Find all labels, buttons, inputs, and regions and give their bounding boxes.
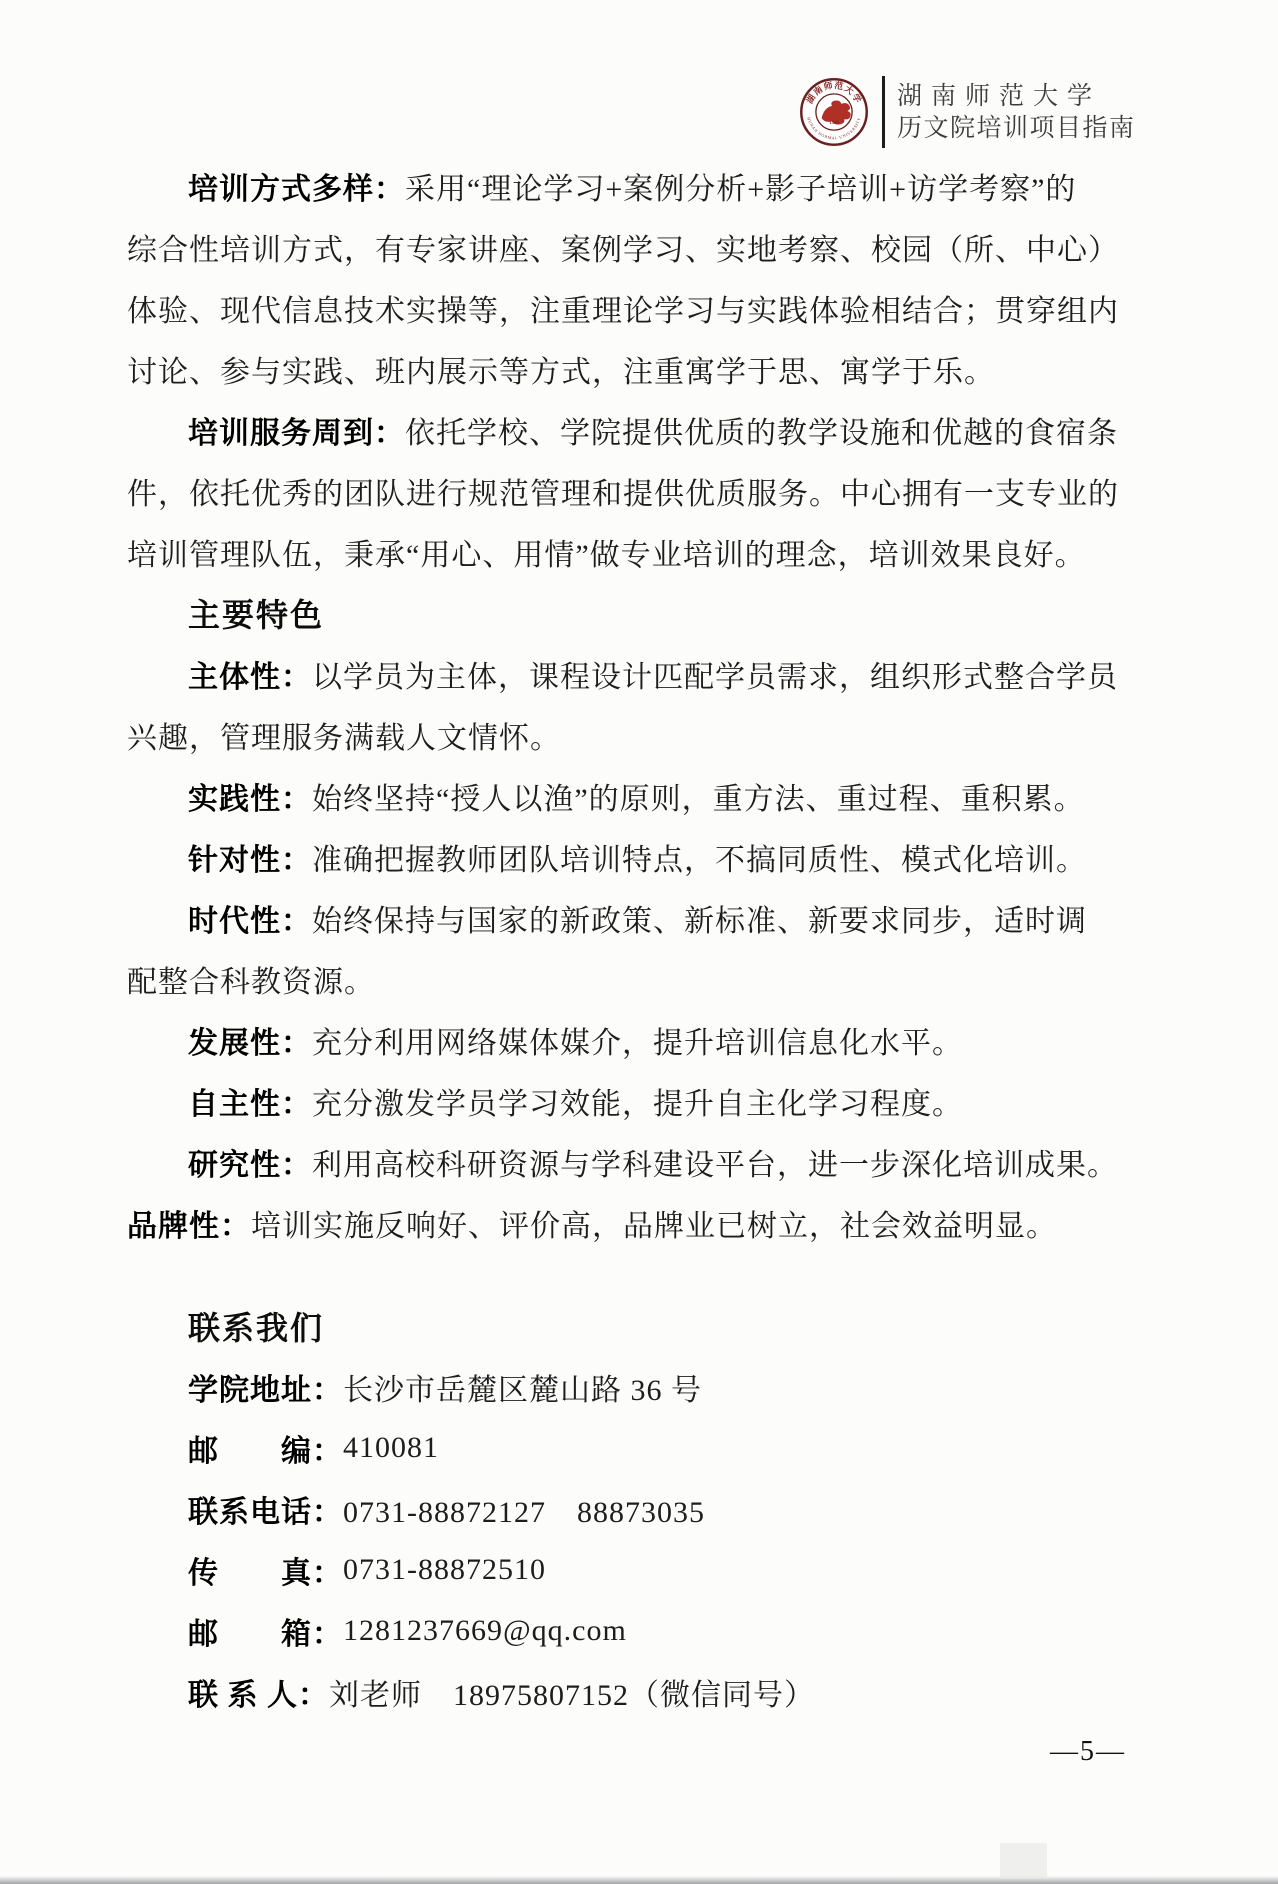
contact-label: 传 真： bbox=[188, 1556, 343, 1590]
paragraph-text: 体验、现代信息技术实操等，注重理论学习与实践体验相结合；贯穿组内 bbox=[127, 294, 1119, 328]
feature-item bbox=[127, 887, 1127, 948]
paragraph-label: 培训服务周到： bbox=[188, 416, 405, 450]
feature-text: 利用高校科研资源与学科建设平台，进一步深化培训成果。 bbox=[312, 1148, 1118, 1182]
seal-year-text: 1938 bbox=[829, 120, 839, 126]
paragraph-label: 培训方式多样： bbox=[188, 172, 405, 206]
feature-item bbox=[127, 826, 1127, 887]
feature-item bbox=[127, 1192, 1127, 1253]
contact-label: 学院地址： bbox=[188, 1373, 343, 1407]
paragraph-text: 依托学校、学院提供优质的教学设施和优越的食宿条 bbox=[405, 416, 1118, 450]
contact-label: 联 系 人： bbox=[188, 1678, 329, 1712]
feature-text: 配整合科教资源。 bbox=[127, 965, 375, 999]
feature-item-continued bbox=[127, 948, 1127, 1009]
paragraph-text: 采用“理论学习+案例分析+影子培训+访学考察”的 bbox=[405, 172, 1077, 206]
scan-bottom-edge bbox=[0, 1876, 1278, 1884]
contacts-heading: 联系我们 bbox=[188, 1309, 325, 1346]
feature-label: 时代性： bbox=[188, 904, 312, 938]
contact-row-postcode bbox=[127, 1417, 1127, 1478]
document-body bbox=[127, 155, 1127, 1722]
contact-value: 长沙市岳麓区麓山路 36 号 bbox=[343, 1373, 702, 1407]
scan-smudge bbox=[1000, 1843, 1047, 1877]
feature-label: 主体性： bbox=[188, 660, 312, 694]
feature-label: 自主性： bbox=[188, 1087, 312, 1121]
feature-item bbox=[127, 1131, 1127, 1192]
feature-item-continued bbox=[127, 704, 1127, 765]
feature-text: 始终保持与国家的新政策、新标准、新要求同步，适时调 bbox=[312, 904, 1087, 938]
feature-text: 充分利用网络媒体媒介，提升培训信息化水平。 bbox=[312, 1026, 963, 1060]
contact-label: 邮 编： bbox=[188, 1434, 343, 1468]
feature-item bbox=[127, 1009, 1127, 1070]
contact-value: 410081 bbox=[343, 1430, 439, 1464]
header-subtitle: 历文院培训项目指南 bbox=[897, 114, 1136, 142]
seal-bottom-text: HUNAN NORMAL UNIVERSITY bbox=[806, 116, 862, 141]
paragraph-line bbox=[127, 399, 1127, 460]
paragraph-line bbox=[127, 521, 1127, 582]
paragraph-text: 讨论、参与实践、班内展示等方式，注重寓学于思、寓学于乐。 bbox=[127, 355, 995, 389]
contact-value: 1281237669@qq.com bbox=[343, 1613, 627, 1647]
university-name: 湖南师范大学 bbox=[897, 81, 1102, 110]
feature-text: 培训实施反响好、评价高，品牌业已树立，社会效益明显。 bbox=[251, 1209, 1057, 1243]
feature-label: 研究性： bbox=[188, 1148, 312, 1182]
header-divider bbox=[882, 76, 885, 148]
features-heading: 主要特色 bbox=[188, 596, 325, 633]
paragraph-text: 综合性培训方式，有专家讲座、案例学习、实地考察、校园（所、中心） bbox=[127, 233, 1119, 267]
document-header bbox=[799, 76, 1136, 148]
contact-label: 联系电话： bbox=[188, 1495, 343, 1529]
contact-value: 0731-88872127 88873035 bbox=[343, 1495, 705, 1529]
contact-row-phone bbox=[127, 1478, 1127, 1539]
feature-text: 以学员为主体，课程设计匹配学员需求，组织形式整合学员 bbox=[312, 660, 1118, 694]
feature-text: 始终坚持“授人以渔”的原则，重方法、重过程、重积累。 bbox=[312, 782, 1085, 816]
contact-value: 0731-88872510 bbox=[343, 1552, 546, 1586]
feature-text: 准确把握教师团队培训特点，不搞同质性、模式化培训。 bbox=[312, 843, 1087, 877]
feature-label: 发展性： bbox=[188, 1026, 312, 1060]
paragraph-line bbox=[127, 460, 1127, 521]
feature-item bbox=[127, 643, 1127, 704]
feature-label: 实践性： bbox=[188, 782, 312, 816]
paragraph-line bbox=[127, 155, 1127, 216]
feature-text: 充分激发学员学习效能，提升自主化学习程度。 bbox=[312, 1087, 963, 1121]
contact-row-person bbox=[127, 1661, 1127, 1722]
university-seal-icon bbox=[799, 77, 869, 147]
page-number: —5— bbox=[1050, 1736, 1126, 1767]
paragraph-text: 培训管理队伍，秉承“用心、用情”做专业培训的理念，培训效果良好。 bbox=[127, 538, 1086, 572]
seal-top-text: 湖南师范大学 bbox=[804, 79, 864, 106]
contact-label: 邮 箱： bbox=[188, 1617, 343, 1651]
feature-item bbox=[127, 1070, 1127, 1131]
feature-label: 针对性： bbox=[188, 843, 312, 877]
paragraph-line bbox=[127, 277, 1127, 338]
feature-text: 兴趣，管理服务满载人文情怀。 bbox=[127, 721, 561, 755]
paragraph-line bbox=[127, 216, 1127, 277]
paragraph-line bbox=[127, 338, 1127, 399]
contact-row-address bbox=[127, 1356, 1127, 1417]
paragraph-text: 件，依托优秀的团队进行规范管理和提供优质服务。中心拥有一支专业的 bbox=[127, 477, 1119, 511]
contact-row-email bbox=[127, 1600, 1127, 1661]
feature-label: 品牌性： bbox=[127, 1209, 251, 1243]
contact-value: 刘老师 18975807152（微信同号） bbox=[329, 1678, 815, 1712]
feature-item bbox=[127, 765, 1127, 826]
contact-row-fax bbox=[127, 1539, 1127, 1600]
